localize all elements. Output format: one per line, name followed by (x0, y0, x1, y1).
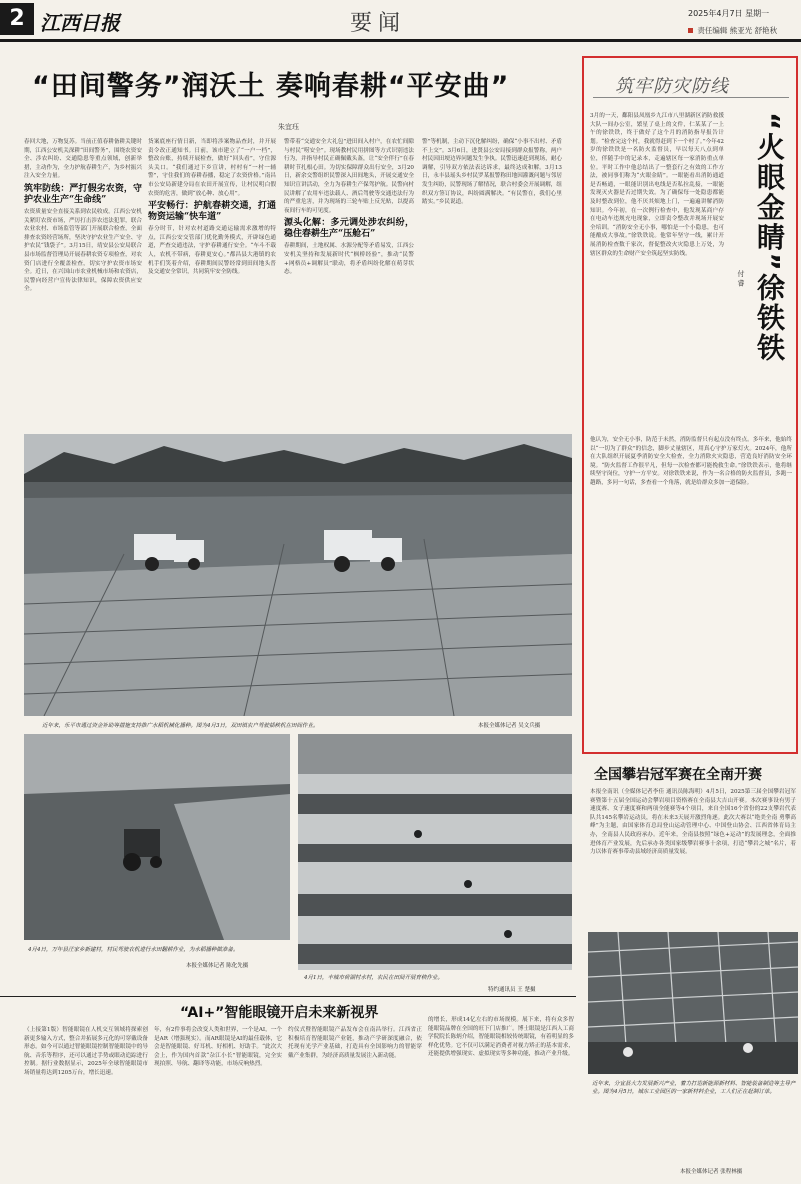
main-column-4 (422, 138, 562, 400)
main-column-3 (284, 138, 414, 420)
editors-label: 责任编辑 (697, 26, 728, 35)
feature-body (590, 112, 724, 434)
header-rule (0, 39, 801, 42)
feature-body-lower (590, 436, 792, 746)
main-photo-credit: 本报全媒体记者 吴文兵摄 (478, 723, 541, 729)
feature-vertical-title: “火眼金睛”徐铁铁 (753, 112, 786, 363)
main-paragraph: 农资质量安全直接关系到农民收成。江西公安机关紧盯农资市场，严厉打击涉农违法犯罪，联合农业农村、市场监管等部门开展联合检查，全面排查农资经营场所，坚决守护农业生产安全、守护农民“钱袋子”。3月15日，靖安县公安局联合县市场监督管理局开展春耕农资专项检查，对农资门店进行全覆盖检查，切实守护农资市场安全。近日，在兴国山市农业机械市场和农资店，民警向经营户宣传法律知识，保障农资供应安全。 (24, 208, 142, 293)
main-column-2 (148, 138, 276, 420)
issue-date: 2025年4月7日 星期一 (688, 9, 770, 18)
main-paragraph: 货案底座行情日新，当即将涉案物品查封，并开展责令改正通知书。日前，该市建立了“一户一档”，整改台账，持续开展检查，做好“回头看”，守住源头关口。“我们通过下乡宣讲，村村有“一村一辅警”，守住我们的春耕春播，稳定了农资价格。”南昌市公安局新建分局在农田开展宣传，让村民明白假农资的危害，做到“放心种、放心用”。 (148, 139, 276, 197)
bottom-headline: “AI+”智能眼镜开启未来新视界 (180, 1005, 379, 1021)
factory-photo-caption: 近年来，分宜县大力发展新兴产业，着力打造新能源新材料、智能装备制造等主导产业。图为4月5日，城东工业园区的一家新材料企业，工人们正在赶制订单。 (592, 1081, 796, 1095)
section-title: 要闻 (350, 11, 407, 36)
masthead: 江西日报 (40, 11, 120, 35)
editor-square-icon (688, 28, 693, 33)
subhead-3: 源头化解：多元调处涉农纠纷，稳住春耕生产“压舱石” (284, 218, 414, 240)
main-paragraph: 春回大地，万物复苏。当前正值春耕备耕关键时期，江西公安机关深耕“田间警务”，围绕农资安全、涉农纠纷、交通隐患等重点领域，创新举措，主动作为，全力护航春耕生产，为乡村振兴注入安全力量。 (24, 139, 142, 180)
main-paragraph: 警”等机制，主动下沉化解纠纷，确保“小事不出村、矛盾不上交”。3月6日，进贤县公安局接到群众报警称，两户村民因田埂边界问题发生争执。民警迅速赶到现场，耐心调解，引导双方依法表达诉求，最终达成和解。3月13日，永丰县瑶头乡村民罗某报警称田地因灌溉问题与邻居发生纠纷，民警现场了解情况，联合村委会开展调解，组织双方签订协议，纠纷圆满解决。“有民警在，我们心里踏实。”乡民说道。 (422, 139, 562, 206)
main-column-1 (24, 138, 142, 420)
seedling-field-photo (298, 734, 572, 970)
rice-transplanter-photo (24, 434, 572, 716)
main-photo-caption: 近年来，乐平市通过资金补助等措施支持推广水稻机械化播种。图为4月3日，双田镇农户驾驶插秧机在田间作业。 (42, 723, 319, 729)
feature-author: 付 睿 (737, 270, 745, 287)
right-photo-caption: 4月1日，丰城市荷湖村水村，农民在田间开展育秧作业。 (304, 975, 444, 981)
tractor-field-photo (24, 734, 290, 940)
bottom-column-2 (154, 1026, 282, 1180)
feature-paragraph: 他认为，安全无小事，防范于未然，消防监督只有起点没有终点。多年来，他始终以“一切为了群众”的信念，脚步丈量辖区，用真心守护万家灯火。2024年，他所在大队组织开展夏季消防安全大检查，全力消除火灾隐患，营造良好消防安全环境。“防火监督工作很平凡，但每一次检查都可能挽救生命。”徐铁铁表示，他将继续坚守岗位，守护一方平安。对徐铁铁来说，作为一名合格的防火监督员，多跑一趟路，多问一句话，多查看一个角落，就是给群众多加一道保险。 (590, 437, 792, 486)
subhead-1: 筑牢防线：严打假劣农资，守护农业生产“生命线” (24, 183, 142, 205)
main-author: 朱宜珏 (278, 123, 299, 131)
editor-line (688, 25, 777, 36)
editors-names: 熊亚光 舒艳秋 (729, 26, 778, 35)
section-divider (0, 996, 576, 997)
bottom-paragraph: 年，有2件事将会改变人类和世界，一个是AI，一个是AR（增强现实）。而AR眼镜是AI的最佳载体，它会是智能眼镜、好耳机、好相机、好助手。“此次大会上，作为国内首款“杂江小长”智能眼镜，完全实现拍照、导航、翻译等功能，市场反响热烈。 (154, 1027, 282, 1068)
brief-body (590, 788, 796, 928)
brief-headline: 全国攀岩冠军赛在全南开赛 (594, 767, 762, 783)
feature-paragraph: 3月的一天，鄱阳县凤凰乡九江市八里湖新区消防救援大队一间办公室，繁星了桌上的文件，仁某某了一上午的徐铁铁，终于做好了这个月的消防指导报告计划。“检查完这个村，我就得赶到下一个村了。”今年42岁的徐铁铁是一名防火监督员，早以每天八点到单位，伴随手中的记录本，走遍辖区每一家消防重点单位。平时工作中他总结出了一整套行之有效的工作方法，被同事们称为“火眼金睛”。一眼能看出消防通道是否畅通，一眼能识别出电线是否私拉乱接，一眼能发现灭火器是否过期失效。为了确保每一处隐患都能及时整改到位，他不厌其烦地上门，一遍遍讲解消防知识。今年初，在一次例行检查中，他发现某商户存在电动车违规充电现象，立即责令整改并现场开展安全培训。“消防安全无小事，哪怕是一个小隐患，也可能酿成大事故。”徐铁铁说。他常年坚守一线，累计开展消防检查数千家次，督促整改火灾隐患上万处，为辖区群众的生命财产安全筑起坚实防线。 (590, 113, 724, 257)
feature-banner (593, 68, 789, 98)
bottom-column-1 (24, 1026, 148, 1180)
factory-photo (588, 932, 798, 1074)
right-photo-credit: 特约通讯员 王 楚摄 (488, 987, 536, 993)
main-paragraph: 春耕期间，土地权属、水源分配等矛盾易发，江西公安机关坚持和发展新时代“枫桥经验”，推动“民警+网格员+调解员”联动，将矛盾纠纷化解在萌芽状态。 (284, 243, 414, 276)
banner-text: 筑牢防灾防线 (615, 76, 729, 97)
main-paragraph: 警带着“交通安全大礼包”进田间入村户，在农忙间隙与村民“唠安全”。现场教村民用拼图等方式识别违法行为，并指导村民正确佩戴头盔，让“安全伴行”在春耕时节扎根心田。为切实保障群众出行安全，3月20日，新余交警组织民警深入田间地头，开展交通安全知识宣讲活动，全力为春耕生产保驾护航。民警向村民讲解了农用车违法载人、酒后驾驶等交通违法行为的严重危害，并为现场的三轮车贴上反光贴，以提高夜间行车的可见度。 (284, 139, 414, 214)
main-headline: “田间警务”润沃土 奏响春耕“平安曲” (32, 71, 510, 102)
factory-photo-credit: 本报全媒体记者 张程林摄 (680, 1169, 743, 1175)
subhead-2: 平安畅行：护航春耕交通，打通物资运输“快车道” (148, 201, 276, 223)
brief-paragraph: 本报全南讯（全媒体记者李佳 通讯员陈海明）4月5日，2025第三届全国攀岩冠军赛暨第十五届全国运动会攀岩项目资格赛在全南县大吉山开赛。本次赛事设有男子速度赛、女子速度赛和两项全能赛等4个项目，来自全国16个省份的22支攀岩代表队共145名攀岩运动员，将在未来3天展开激烈角逐。此次大赛以“绝美全南 勇攀高峰”为主题，由国家体育总局登山运动管理中心、中国登山协会、江西省体育局主办，全南县人民政府承办。近年来，全南县按照“绿色+运动”的发展理念，全面推进体育产业发展，先后承办各类国家级攀岩赛事十余项，打造“攀岩之城”名片，着力以体育赛事带动县域经济高质量发展。 (590, 789, 796, 856)
left-photo-caption: 4月4日，万年县汪家乡新建村，村民驾驶农机进行水田翻耕作业，为水稻播种做准备。 (28, 947, 239, 953)
bottom-paragraph: （上接第1版）智能眼镜在人机交互领域将探索创新更多输入方式，整合并拓展多元化的可穿戴设备形态。如今可以通过智能眼镜控制智能眼镜中的导航、音乐等程序，还可以通过手势或眼动追踪进行控制。据行业数据显示，2025年全球智能眼镜市场销量将达到1205万台，增长迅速。 (24, 1027, 148, 1076)
bottom-paragraph: 约仪式暨智能眼镜产品发布会在南昌举行。江西省正积极培育智能眼镜产业链，推动产学研深度融合，依托现有光学产业基础，打造具有全国影响力的智能穿戴产业集群，为经济高质量发展注入新动能。 (288, 1027, 422, 1059)
page-number: 2 (0, 3, 34, 35)
left-photo-credit: 本报全媒体记者 陈化先摄 (186, 963, 249, 969)
bottom-paragraph: 的增长，形成14亿左右的市场规模。展下来，将有众多智能眼镜品牌在全国的旺下门店推广。博士眼镜是江西人工商学院院长陈炳介绍，智能眼镜相较传统眼镜，有着明显的多样化优势。它不仅可以满足消费者对视力矫正的基本需求，还能提供增强现实、虚拟现实等多种功能，推动产业升级。 (428, 1017, 574, 1058)
bottom-column-3 (288, 1026, 422, 1180)
bottom-column-4 (428, 1016, 574, 1180)
main-paragraph: 春分时节，针对农村道路交通运输需求激增的特点，江西公安交管部门优化勤务模式，开辟绿色通道，严查交通违法，守护春耕通行安全。“车斗不载人，农机不带病，春耕更安心。”都昌县大港镇的农机手们笑着介绍，春耕期间民警经常到田间地头普及交通安全常识，共同筑牢安全防线。 (148, 226, 276, 276)
